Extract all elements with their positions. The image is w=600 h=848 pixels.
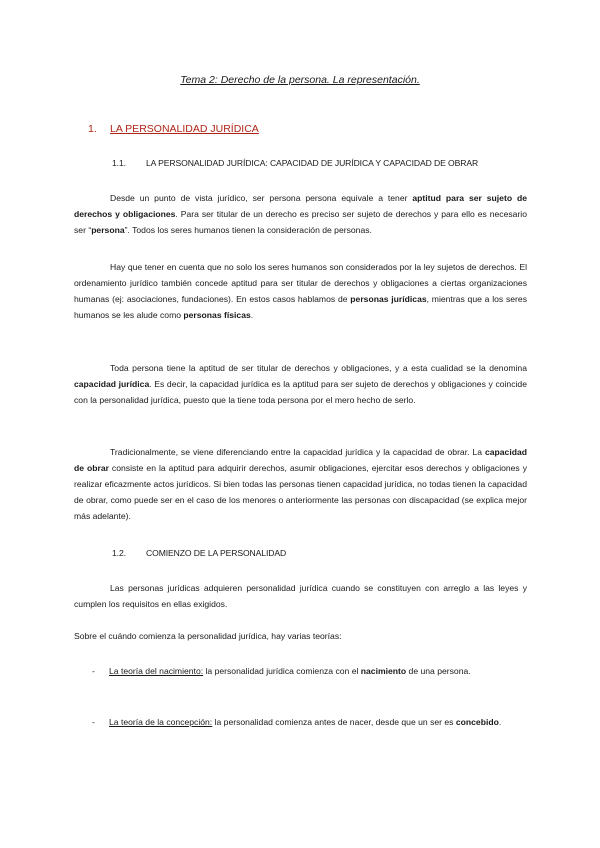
text-run: . Es decir, la capacidad jurídica es la aptitud para ser sujeto de derechos y obligaciones y coincide con la personalidad jurídica, puesto que la tiene toda persona por el mero hecho de serlo. [74,379,527,405]
bold-run: capacidad de obrar [74,447,527,473]
list-dash: - [92,666,95,676]
section-heading-1 [88,123,259,135]
text-run: la personalidad comienza antes de nacer, desde que un ser es [212,717,456,727]
paragraph-1 [74,190,527,238]
text-run: . [250,310,254,320]
text-run: de una persona. [406,666,471,676]
underlined-run: La teoría de la concepción: [109,717,213,727]
subsection-number: 1.2. [112,548,126,558]
subsection-title: COMIENZO DE LA PERSONALIDAD [146,548,287,558]
paragraph-4 [74,444,527,524]
text-run: . Para ser titular de un derecho es preciso ser sujeto de derechos y para ello es necesario ser “ [74,209,527,235]
list-item-text [109,714,528,730]
text-run: Tradicionalmente, se viene diferenciando entre la capacidad jurídica y la capacidad de obrar. La [110,447,485,457]
subsection-title: LA PERSONALIDAD JURÍDICA: CAPACIDAD DE JURÍDICA Y CAPACIDAD DE OBRAR [146,158,479,168]
subsection-heading-1-2 [112,548,286,558]
subsection-number: 1.1. [112,158,126,168]
paragraph-2 [74,259,527,323]
bold-run: personas físicas [183,310,251,320]
bold-run: persona [91,225,125,235]
bold-run: concebido [455,717,499,727]
underlined-run: La teoría del nacimiento: [109,666,204,676]
paragraph-6: Sobre el cuándo comienza la personalidad jurídica, hay varias teorías: [74,631,342,641]
list-item-text [109,663,528,679]
paragraph-5: Las personas jurídicas adquieren personalidad jurídica cuando se constituyen con arreglo a las leyes y cumplen los requisitos en ellas exigidos. [74,583,527,609]
text-run: Desde un punto de vista jurídico, ser persona persona equivale a tener [110,193,413,203]
text-run: Hay que tener en cuenta que no solo los seres humanos son considerados por la ley sujetos de derechos. El ordenamiento jurídico también concede aptitud para ser titular de derechos y obligaciones a ciertas organizaciones humanas (ej: asociaciones, fundaciones). En estos casos hablamos de [74,262,527,304]
document-title: Tema 2: Derecho de la persona. La representación. [180,74,420,86]
bold-run: personas jurídicas [350,294,427,304]
paragraph-3 [74,360,527,408]
text-run: . [498,717,502,727]
section-title: LA PERSONALIDAD JURÍDICA [110,123,259,135]
list-dash: - [92,717,95,727]
text-run: , mientras que a los seres humanos se les alude como [74,294,527,320]
text-run: Toda persona tiene la aptitud de ser titular de derechos y obligaciones, y a esta cualidad se la denomina [110,363,527,373]
bold-run: capacidad jurídica [74,379,150,389]
text-run: la personalidad jurídica comienza con el [203,666,361,676]
bold-run: nacimiento [360,666,407,676]
subsection-heading-1-1 [112,158,478,168]
section-number: 1. [88,123,97,135]
bold-run: aptitud para ser sujeto de derechos y obligaciones [74,193,527,219]
text-run: consiste en la aptitud para adquirir derechos, asumir obligaciones, ejercitar esos derechos y obligaciones y realizar eficazmente actos jurídicos. Si bien todas las personas tienen capacidad jurídica, no todas tienen la capacidad de obrar, como puede ser en el caso de los menores o anteriormente las personas con discapacidad (se explica mejor más adelante). [74,463,527,521]
text-run: ”. Todos los seres humanos tienen la consideración de personas. [124,225,372,235]
